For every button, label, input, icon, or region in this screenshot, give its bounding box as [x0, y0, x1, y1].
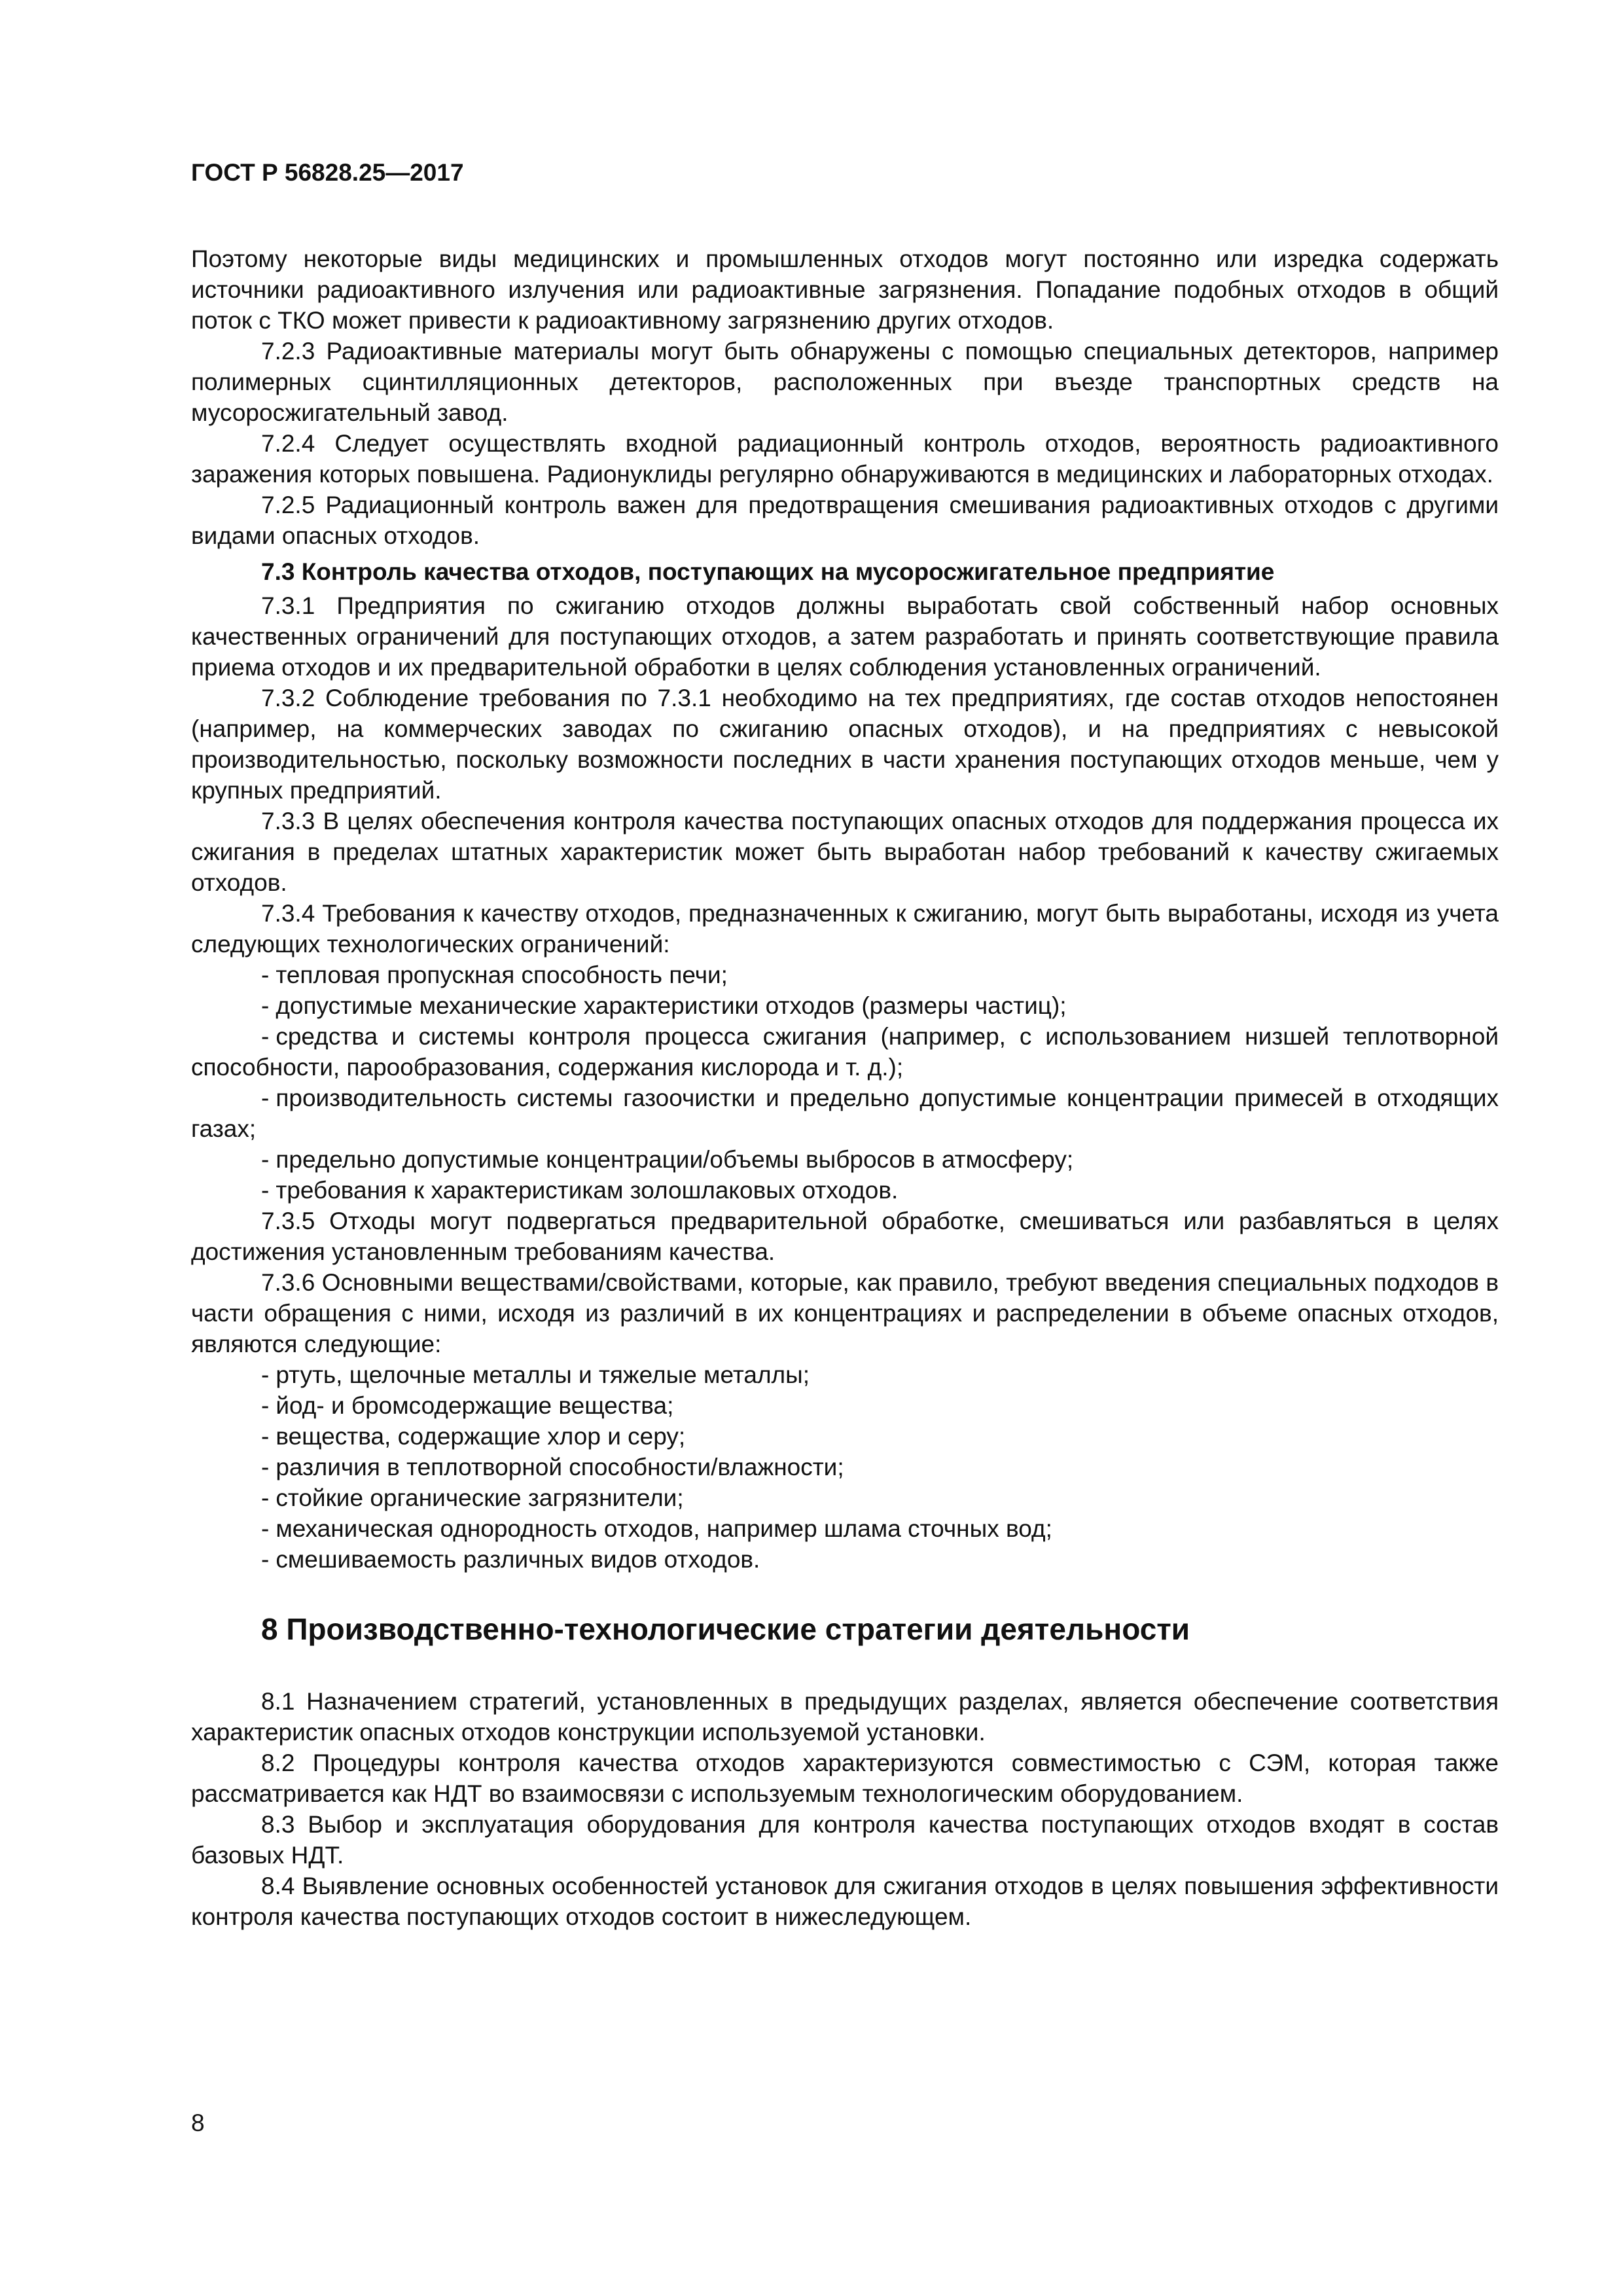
paragraph-7-3-5: 7.3.5 Отходы могут подвергаться предварительной обработке, смешиваться или разбавляться в целях достижения установленным требованиям качества.	[191, 1208, 1499, 1265]
standard-header: ГОСТ Р 56828.25—2017	[191, 159, 464, 186]
paragraph-7-3-1: 7.3.1 Предприятия по сжиганию отходов должны выработать свой собственный набор основных качественных ограничений для поступающих отходов, а затем разработать и принять соответствующие правила приема отходов и их предварительной обработки в целях соблюдения установленных ограничений.	[191, 592, 1499, 681]
paragraph-7-2-4: 7.2.4 Следует осуществлять входной радиационный контроль отходов, вероятность радиоактивного заражения которых повышена. Радионуклиды регулярно обнаруживаются в медицинских и лабораторных отходах.	[191, 430, 1499, 488]
paragraph-8-1: 8.1 Назначением стратегий, установленных в предыдущих разделах, является обеспечение соответствия характеристик опасных отходов конструкции используемой установки.	[191, 1688, 1499, 1746]
list-dash: -	[261, 1146, 270, 1173]
paragraph-7-3-4: 7.3.4 Требования к качеству отходов, предназначенных к сжиганию, могут быть выработаны, исходя из учета следующих технологических ограничений:	[191, 900, 1499, 958]
paragraph-7-3-6: 7.3.6 Основными веществами/свойствами, которые, как правило, требуют введения специальных подходов в части обращения с ними, исходя из различий в их концентрациях и распределении в объеме опасных отходов, являются следующие:	[191, 1269, 1499, 1357]
paragraph-7-3-3: 7.3.3 В целях обеспечения контроля качества поступающих опасных отходов для поддержания процесса их сжигания в пределах штатных характеристик может быть выработан набор требований к качеству сжигаемых отходов.	[191, 808, 1499, 896]
section-heading-8: 8 Производственно-технологические стратегии деятельности	[261, 1612, 1190, 1646]
substances-list	[191, 1359, 1499, 1575]
list-dash: -	[261, 1515, 270, 1542]
intro-paragraph: Поэтому некоторые виды медицинских и промышленных отходов могут постоянно или изредка содержать источники радиоактивного излучения или радиоактивные загрязнения. Попадание подобных отходов в общий поток с ТКО может привести к радиоактивному загрязнению других отходов.	[191, 245, 1499, 334]
paragraph-8-4: 8.4 Выявление основных особенностей установок для сжигания отходов в целях повышения эффективности контроля качества поступающих отходов состоит в нижеследующем.	[191, 1873, 1499, 1930]
list-item: - различия в теплотворной способности/влажности;	[261, 1454, 844, 1480]
list-dash: -	[261, 1177, 270, 1204]
list-dash: -	[261, 961, 270, 988]
list-item: - средства и системы контроля процесса сжигания (например, с использованием низшей теплотворной способности, парообразования, содержания кислорода и т. д.);	[191, 1023, 1499, 1081]
document-page	[191, 157, 1499, 1932]
list-dash: -	[261, 1454, 270, 1480]
list-item: - требования к характеристикам золошлаковых отходов.	[261, 1177, 899, 1204]
list-item: - тепловая пропускная способность печи;	[261, 961, 728, 988]
paragraph-8-2: 8.2 Процедуры контроля качества отходов характеризуются совместимостью с СЭМ, которая также рассматривается как НДТ во взаимосвязи с используемым технологическим оборудованием.	[191, 1749, 1499, 1807]
paragraph-7-2-5: 7.2.5 Радиационный контроль важен для предотвращения смешивания радиоактивных отходов с другими видами опасных отходов.	[191, 492, 1499, 549]
list-dash: -	[261, 1361, 270, 1388]
list-item: - предельно допустимые концентрации/объемы выбросов в атмосферу;	[261, 1146, 1074, 1173]
list-item: - стойкие органические загрязнители;	[261, 1484, 684, 1511]
paragraph-8-3: 8.3 Выбор и эксплуатация оборудования для контроля качества поступающих отходов входят в состав базовых НДТ.	[191, 1811, 1499, 1869]
page-number: 8	[191, 2109, 205, 2136]
list-item: - производительность системы газоочистки и предельно допустимые концентрации примесей в отходящих газах;	[191, 1085, 1499, 1142]
list-dash: -	[261, 1085, 270, 1111]
list-item: - йод- и бромсодержащие вещества;	[261, 1392, 674, 1419]
constraints-list	[191, 960, 1499, 1206]
paragraph-7-3-2: 7.3.2 Соблюдение требования по 7.3.1 необходимо на тех предприятиях, где состав отходов непостоянен (например, на коммерческих заводах по сжиганию опасных отходов), и на предприятиях с невысокой производительностью, поскольку возможности последних в части хранения поступающих отходов меньше, чем у крупных предприятий.	[191, 685, 1499, 804]
subsection-heading-7-3: 7.3 Контроль качества отходов, поступающих на мусоросжигательное предприятие	[261, 558, 1275, 585]
paragraph-7-2-3: 7.2.3 Радиоактивные материалы могут быть обнаружены с помощью специальных детекторов, например полимерных сцинтилляционных детекторов, расположенных при въезде транспортных средств на мусоросжигательный завод.	[191, 338, 1499, 426]
list-item: - смешиваемость различных видов отходов.	[261, 1546, 760, 1573]
list-dash: -	[261, 1484, 270, 1511]
list-item: - допустимые механические характеристики отходов (размеры частиц);	[261, 992, 1067, 1019]
list-item: - вещества, содержащие хлор и серу;	[261, 1423, 686, 1450]
list-dash: -	[261, 1023, 270, 1050]
list-item: - механическая однородность отходов, например шлама сточных вод;	[261, 1515, 1052, 1542]
list-dash: -	[261, 1546, 270, 1573]
list-dash: -	[261, 1392, 270, 1419]
list-dash: -	[261, 992, 270, 1019]
list-item: - ртуть, щелочные металлы и тяжелые металлы;	[261, 1361, 810, 1388]
list-dash: -	[261, 1423, 270, 1450]
